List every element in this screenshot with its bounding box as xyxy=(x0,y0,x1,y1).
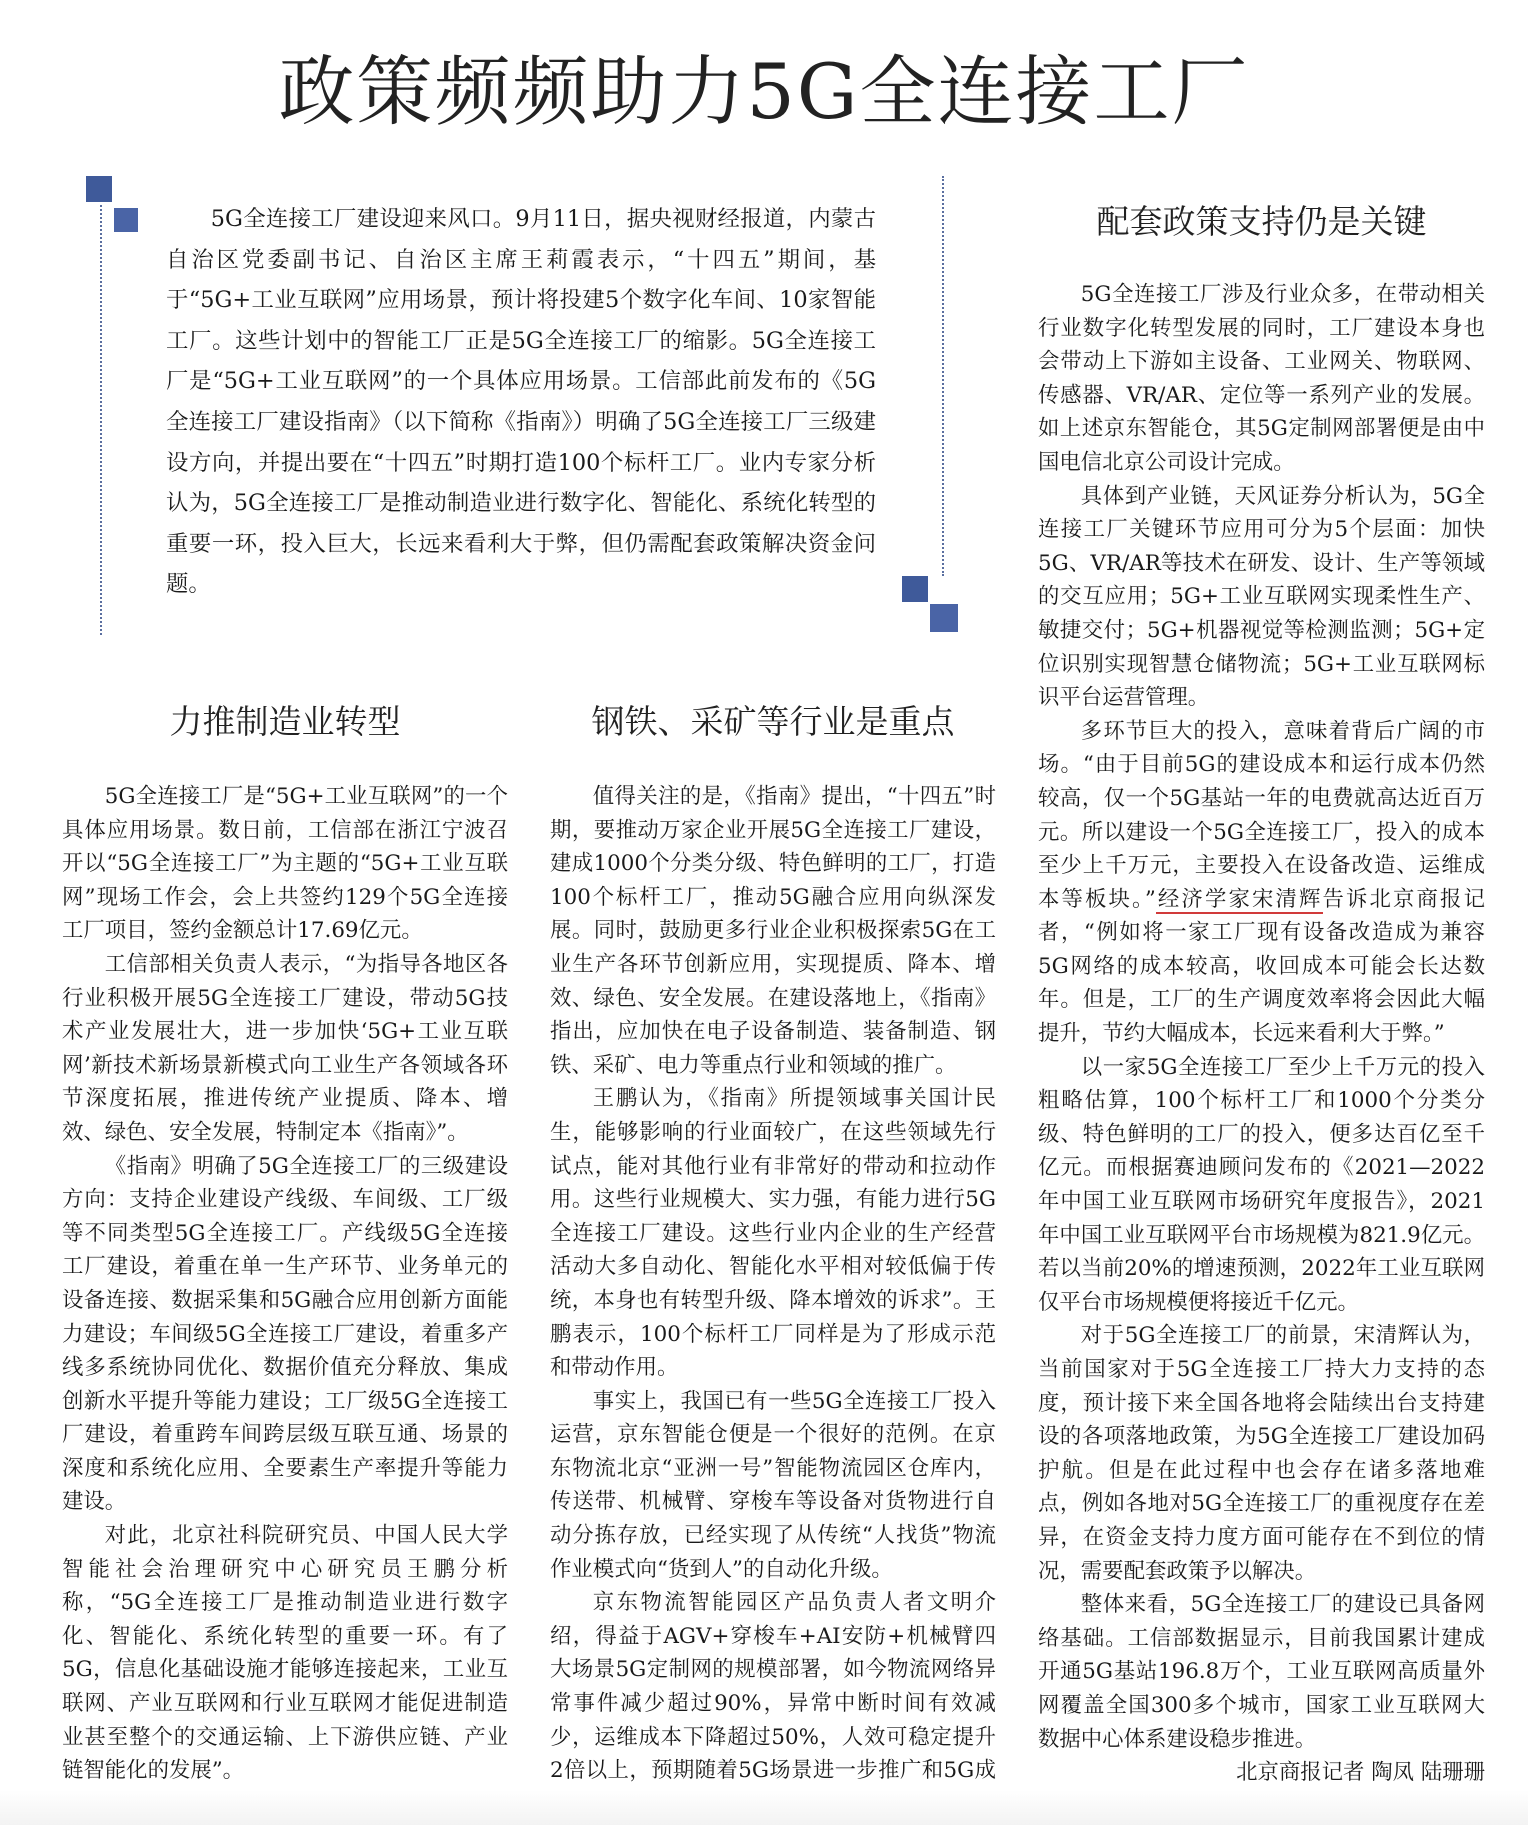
section-3-title: 配套政策支持仍是关键 xyxy=(1096,202,1427,241)
headline: 政策频频助力5G全连接工厂 xyxy=(278,47,1250,136)
column-section-1 xyxy=(62,700,508,1788)
section-2-paragraph: 值得关注的是，《指南》提出，“十四五”时期，要推动万家企业开展5G全连接工厂建设，建成1000个分类分级、特色鲜明的工厂，打造100个标杆工厂，推动5G融合应用向纵深发展。同时，鼓励更多行业企业积极探索5G在工业生产各环节创新应用，实现提质、降本、增效、绿色、安全发展。在建设落地上，《指南》指出，应加快在电子设备制造、装备制造、钢铁、采矿、电力等重点行业和领域的推广。 xyxy=(550,784,996,1078)
column-section-3 xyxy=(1038,200,1485,1790)
page-bottom-shade xyxy=(0,1790,1528,1825)
section-3-paragraph: 以一家5G全连接工厂至少上千万元的投入粗略估算，100个标杆工厂和1000个分类分级、特色鲜明的工厂的投入，便多达百亿至千亿元。而根据赛迪顾问发布的《2021—2022年中国工业互联网市场研究年度报告》，2021年中国工业互联网平台市场规模为821.9亿元。若以当前20%的增速预测，2022年工业互联网仅平台市场规模便将接近千亿元。 xyxy=(1038,1054,1485,1315)
decor-square-2 xyxy=(114,208,138,232)
section-3-paragraph: 5G全连接工厂涉及行业众多，在带动相关行业数字化转型发展的同时，工厂建设本身也会带动上下游如主设备、工业网关、物联网、传感器、VR/AR、定位等一系列产业的发展。如上述京东智能仓，其5G定制网部署便是由中国电信北京公司设计完成。 xyxy=(1038,282,1485,475)
decor-square-3 xyxy=(902,576,928,602)
section-1-paragraph: 5G全连接工厂是“5G+工业互联网”的一个具体应用场景。数日前，工信部在浙江宁波召开以“5G全连接工厂”为主题的“5G+工业互联网”现场工作会，会上共签约129个5G全连接工厂项目，签约金额总计17.69亿元。 xyxy=(62,784,508,944)
section-2-paragraph: 京东物流智能园区产品负责人者文明介绍，得益于AGV+穿梭车+AI安防+机械臂四大场景5G定制网的规模部署，如今物流网络异常事件减少超过90%，异常中断时间有效减少，运维成本下降超过50%，人效可稳定提升2倍以上，预期随着5G场景进一步推广和5G成 xyxy=(550,1590,996,1784)
section-1-paragraph: 工信部相关负责人表示，“为指导各地区各行业积极开展5G全连接工厂建设，带动5G技术产业发展壮大，进一步加快‘5G+工业互联网’新技术新场景新模式向工业生产各领域各环节深度拓展，推进传统产业提质、降本、增效、绿色、安全发展，特制定本《指南》”。 xyxy=(62,951,508,1145)
decor-square-4 xyxy=(930,604,958,632)
section-3-paragraph: 整体来看，5G全连接工厂的建设已具备网络基础。工信部数据显示，目前我国累计建成开通5G基站196.8万个，工业互联网高质量外网覆盖全国300多个城市，国家工业互联网大数据中心体系建设稳步推进。 xyxy=(1038,1592,1485,1752)
section-2-title: 钢铁、采矿等行业是重点 xyxy=(591,702,955,741)
section-2-paragraph: 事实上，我国已有一些5G全连接工厂投入运营，京东智能仓便是一个很好的范例。在京东物流北京“亚洲一号”智能物流园区仓库内，传送带、机械臂、穿梭车等设备对货物进行自动分拣存放，已经实现了从传统“人找货”物流作业模式向“货到人”的自动化升级。 xyxy=(550,1388,996,1582)
intro-paragraph: 5G全连接工厂建设迎来风口。9月11日，据央视财经报道，内蒙古自治区党委副书记、自治区主席王莉霞表示，“十四五”期间，基于“5G+工业互联网”应用场景，预计将投建5个数字化车间、10家智能工厂。这些计划中的智能工厂正是5G全连接工厂的缩影。5G全连接工厂是“5G+工业互联网”的一个具体应用场景。工信部此前发布的《5G全连接工厂建设指南》（以下简称《指南》）明确了5G全连接工厂三级建设方向，并提出要在“十四五”时期打造100个标杆工厂。业内专家分析认为，5G全连接工厂是推动制造业进行数字化、智能化、系统化转型的重要一环，投入巨大，长远来看利大于弊，但仍需配套政策解决资金问题。 xyxy=(166,206,876,598)
section-1-title: 力推制造业转型 xyxy=(169,702,401,741)
decor-square-1 xyxy=(86,176,112,202)
section-3-paragraph-quote xyxy=(1038,715,1485,1051)
section-1-paragraph: 《指南》明确了5G全连接工厂的三级建设方向：支持企业建设产线级、车间级、工厂级等不同类型5G全连接工厂。产线级5G全连接工厂建设，着重在单一生产环节、业务单元的设备连接、数据采集和5G融合应用创新方面能力建设；车间级5G全连接工厂建设，着重多产线多系统协同优化、数据价值充分释放、集成创新水平提升等能力建设；工厂级5G全连接工厂建设，着重跨车间跨层级互联互通、场景的深度和系统化应用、全要素生产率提升等能力建设。 xyxy=(62,1153,508,1515)
quote-text-cont: 告诉北京商报记者，“例如将一家工厂现有设备改造成为兼容5G网络的成本较高，收回成本可能会长达数年。但是，工厂的生产调度效率将会因此大幅提升，节约大幅成本，长远来看利大于弊。” xyxy=(1038,886,1485,1047)
column-section-2 xyxy=(550,700,996,1821)
underlined-source: 经济学家宋清辉 xyxy=(1155,886,1323,912)
intro-left-rule xyxy=(100,205,102,635)
section-2-paragraph: 王鹏认为，《指南》所提领域事关国计民生，能够影响的行业面较广，在这些领域先行试点，能对其他行业有非常好的带动和拉动作用。这些行业规模大、实力强，有能力进行5G全连接工厂建设。这些行业内企业的生产经营活动大多自动化、智能化水平相对较低偏于传统，本身也有转型升级、降本增效的诉求”。王鹏表示，100个标杆工厂同样是为了形成示范和带动作用。 xyxy=(550,1086,996,1381)
quote-text: 多环节巨大的投入，意味着背后广阔的市场。“由于目前5G的建设成本和运行成本仍然较高，仅一个5G基站一年的电费就高达近百万元。所以建设一个5G全连接工厂，投入的成本至少上千万元，主要投入在设备改造、运维成本等板块。” xyxy=(1038,718,1485,912)
byline: 北京商报记者 陶凤 陆珊珊 xyxy=(1236,1760,1485,1786)
section-3-paragraph: 具体到产业链，天风证券分析认为，5G全连接工厂关键环节应用可分为5个层面：加快5G、VR/AR等技术在研发、设计、生产等领域的交互应用；5G+工业互联网实现柔性生产、敏捷交付；5G+机器视觉等检测监测；5G+定位识别实现智慧仓储物流；5G+工业互联网标识平台运营管理。 xyxy=(1038,483,1485,711)
section-3-paragraph: 对于5G全连接工厂的前景，宋清辉认为，当前国家对于5G全连接工厂持大力支持的态度，预计接下来全国各地将会陆续出台支持建设的各项落地政策，为5G全连接工厂建设加码护航。但是在此过程中也会存在诸多落地难点，例如各地对5G全连接工厂的重视度存在差异，在资金支持力度方面可能存在不到位的情况，需要配套政策予以解决。 xyxy=(1038,1323,1485,1584)
section-1-paragraph: 对此，北京社科院研究员、中国人民大学智能社会治理研究中心研究员王鹏分析称，“5G全连接工厂是推动制造业进行数字化、智能化、系统化转型的重要一环。有了5G，信息化基础设施才能够连接起来，工业互联网、产业互联网和行业互联网才能促进制造业甚至整个的交通运输、上下游供应链、产业链智能化的发展”。 xyxy=(62,1523,508,1784)
intro-right-rule xyxy=(942,176,944,576)
